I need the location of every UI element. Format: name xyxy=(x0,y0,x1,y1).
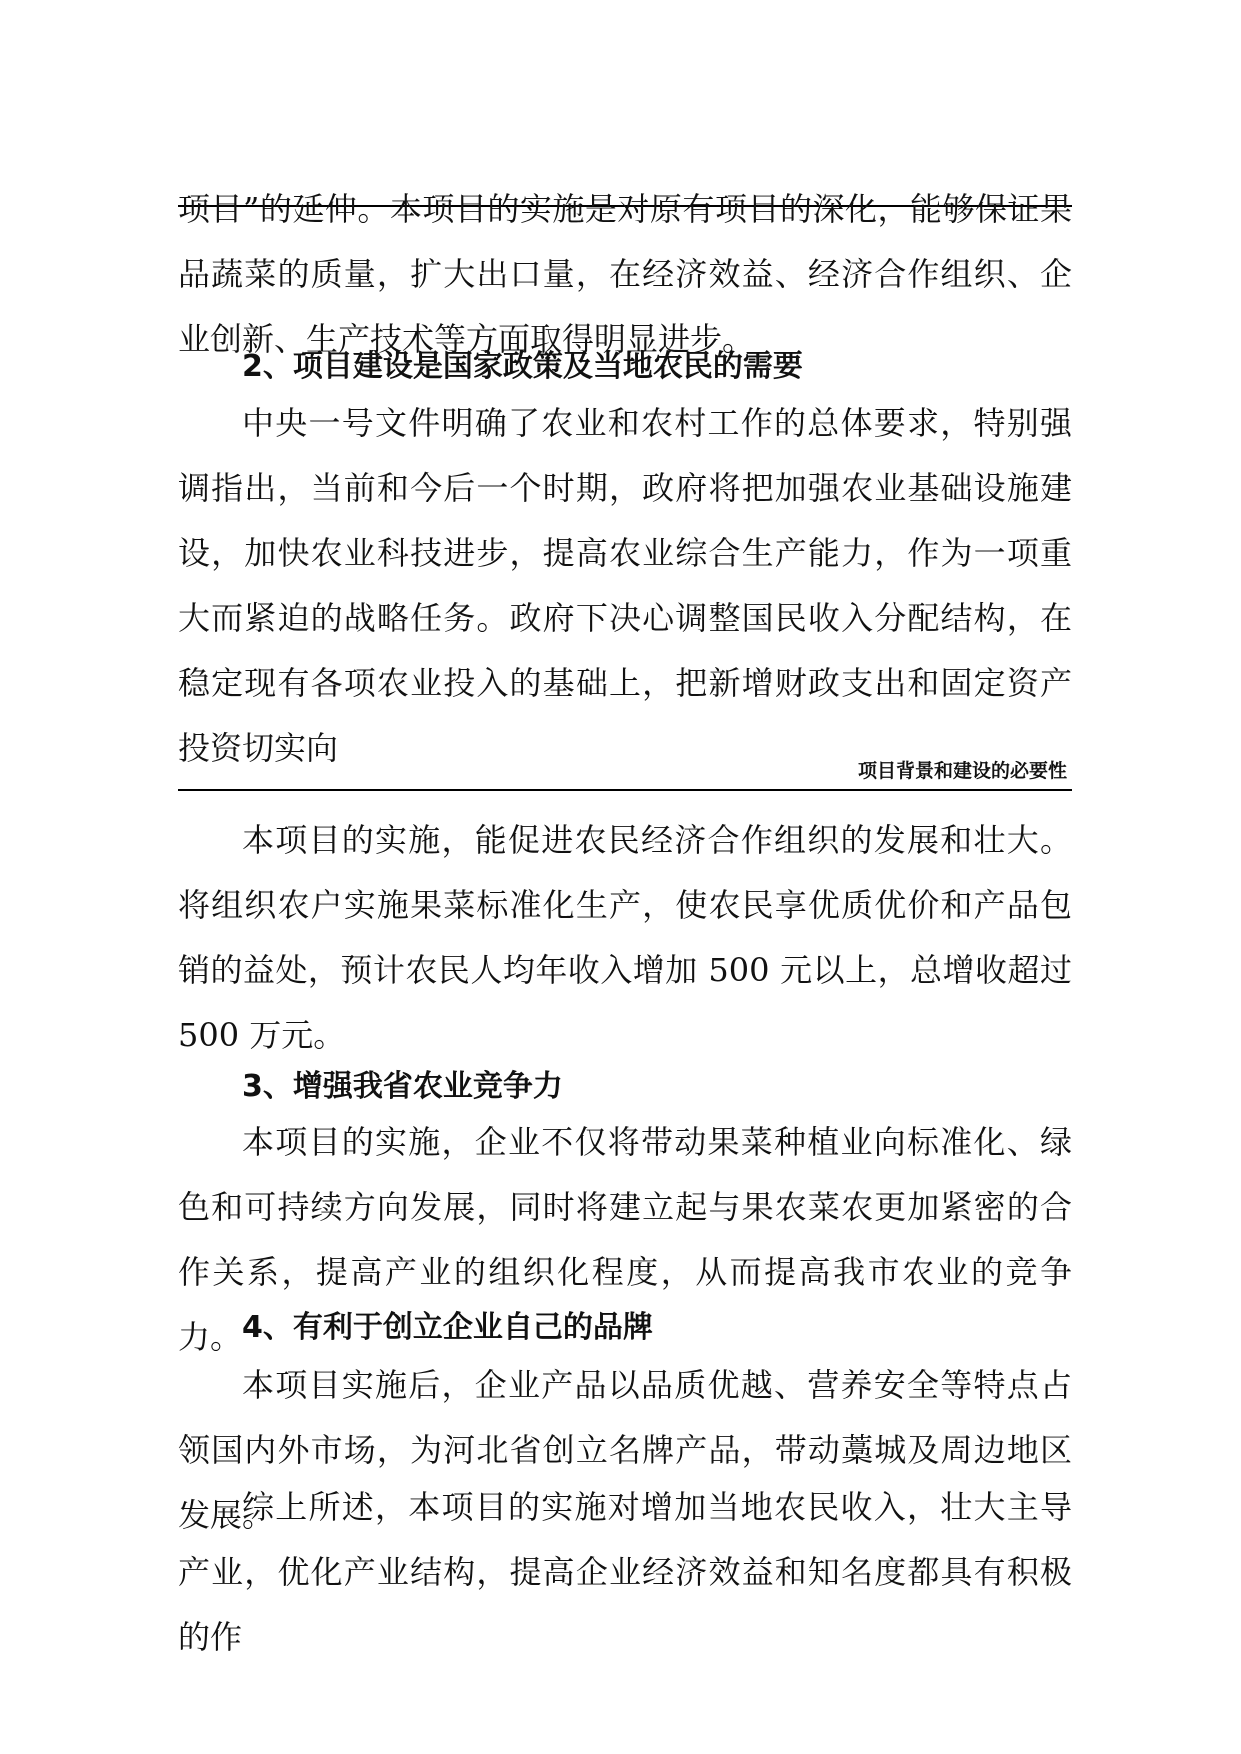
section-2-heading: 2、项目建设是国家政策及当地农民的需要 xyxy=(242,349,803,384)
page2-paragraph: 本项目的实施，能促进农民经济合作组织的发展和壮大。将组织农户实施果菜标准化生产，使农民享优质优价和产品包销的益处，预计农民人均年收入增加 500 元以上，总增收超过 500 万元。 xyxy=(178,821,1072,1054)
header-rule xyxy=(178,789,1072,791)
section-3-paragraph: 本项目的实施，企业不仅将带动果菜种植业向标准化、绿色和可持续方向发展，同时将建立起与果农菜农更加紧密的合作关系，提高产业的组织化程度，从而提高我市农业的竞争力。 xyxy=(178,1123,1072,1356)
section-2-paragraph: 中央一号文件明确了农业和农村工作的总体要求，特别强调指出，当前和今后一个时期，政府将把加强农业基础设施建设，加快农业科技进步，提高农业综合生产能力，作为一项重大而紧迫的战略任务。政府下决心调整国民收入分配结构，在稳定现有各项农业投入的基础上，把新增财政支出和固定资产投资切实向 xyxy=(178,404,1072,767)
section-4-paragraph: 本项目实施后，企业产品以品质优越、营养安全等特点占领国内外市场，为河北省创立名牌产品，带动藁城及周边地区发展。 xyxy=(178,1366,1072,1534)
running-header: 项目背景和建设的必要性 xyxy=(857,760,1067,782)
section-3-heading: 3、增强我省农业竞争力 xyxy=(242,1069,563,1104)
summary-paragraph: 综上所述，本项目的实施对增加当地农民收入，壮大主导产业，优化产业结构，提高企业经济效益和知名度都具有积极的作 xyxy=(178,1488,1072,1656)
continuation-paragraph: 项目”的延伸。本项目的实施是对原有项目的深化，能够保证果品蔬菜的质量，扩大出口量，在经济效益、经济合作组织、企业创新、生产技术等方面取得明显进步。 xyxy=(178,190,1072,358)
section-4-heading: 4、有利于创立企业自己的品牌 xyxy=(242,1310,653,1345)
